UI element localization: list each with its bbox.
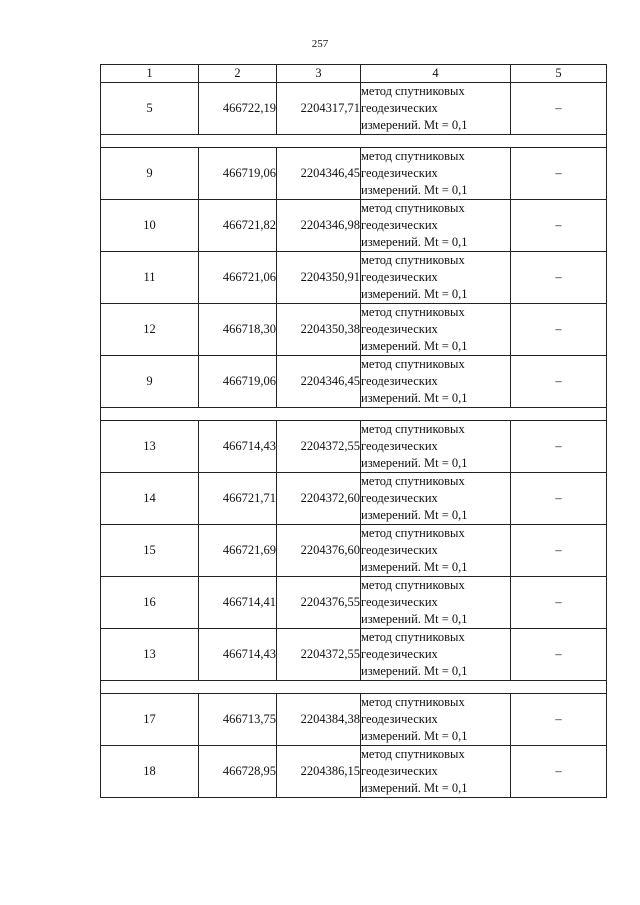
method-line: метод спутниковых	[361, 84, 465, 98]
coordinate-y-cell: 2204346,45	[277, 356, 361, 408]
table-row	[101, 252, 607, 304]
coordinate-x-cell: 466714,41	[199, 577, 277, 629]
coordinate-y-cell: 2204350,38	[277, 304, 361, 356]
method-line: метод спутниковых	[361, 747, 465, 761]
note-cell: –	[511, 200, 607, 252]
note-cell: –	[511, 473, 607, 525]
method-line: геодезических	[361, 374, 438, 388]
coordinate-x-cell: 466721,71	[199, 473, 277, 525]
method-line: метод спутниковых	[361, 305, 465, 319]
point-number-cell: 10	[101, 200, 199, 252]
coordinates-table	[100, 64, 607, 798]
table-body	[101, 83, 607, 798]
method-line: метод спутниковых	[361, 253, 465, 267]
column-header: 5	[511, 65, 607, 83]
method-cell	[361, 304, 511, 356]
point-number-cell: 17	[101, 694, 199, 746]
method-cell	[361, 421, 511, 473]
method-line: метод спутниковых	[361, 474, 465, 488]
method-cell	[361, 746, 511, 798]
point-number-cell: 14	[101, 473, 199, 525]
note-cell: –	[511, 421, 607, 473]
method-line: метод спутниковых	[361, 357, 465, 371]
coordinate-y-cell: 2204372,60	[277, 473, 361, 525]
point-number-cell: 18	[101, 746, 199, 798]
table-row	[101, 525, 607, 577]
table-row	[101, 148, 607, 200]
method-line: геодезических	[361, 543, 438, 557]
table-row	[101, 629, 607, 681]
table-row	[101, 356, 607, 408]
table-row	[101, 746, 607, 798]
method-line: метод спутниковых	[361, 422, 465, 436]
separator-cell	[101, 135, 607, 148]
method-line: геодезических	[361, 712, 438, 726]
method-line: измерений. Mt = 0,1	[361, 456, 468, 470]
note-cell: –	[511, 252, 607, 304]
coordinate-x-cell: 466714,43	[199, 629, 277, 681]
method-cell	[361, 83, 511, 135]
method-cell	[361, 148, 511, 200]
point-number-cell: 16	[101, 577, 199, 629]
column-header: 4	[361, 65, 511, 83]
coordinate-y-cell: 2204386,15	[277, 746, 361, 798]
point-number-cell: 13	[101, 629, 199, 681]
method-line: метод спутниковых	[361, 578, 465, 592]
method-cell	[361, 629, 511, 681]
method-line: измерений. Mt = 0,1	[361, 729, 468, 743]
method-cell	[361, 525, 511, 577]
method-cell	[361, 356, 511, 408]
method-line: геодезических	[361, 218, 438, 232]
note-cell: –	[511, 304, 607, 356]
note-cell: –	[511, 356, 607, 408]
method-line: измерений. Mt = 0,1	[361, 118, 468, 132]
group-separator-row	[101, 135, 607, 148]
method-line: метод спутниковых	[361, 695, 465, 709]
note-cell: –	[511, 148, 607, 200]
method-cell	[361, 200, 511, 252]
coordinate-y-cell: 2204376,60	[277, 525, 361, 577]
method-line: геодезических	[361, 270, 438, 284]
coordinate-y-cell: 2204350,91	[277, 252, 361, 304]
coordinate-x-cell: 466721,06	[199, 252, 277, 304]
method-line: геодезических	[361, 647, 438, 661]
method-line: измерений. Mt = 0,1	[361, 508, 468, 522]
column-header: 3	[277, 65, 361, 83]
coordinate-x-cell: 466718,30	[199, 304, 277, 356]
method-line: геодезических	[361, 322, 438, 336]
group-separator-row	[101, 681, 607, 694]
group-separator-row	[101, 408, 607, 421]
coordinate-y-cell: 2204346,45	[277, 148, 361, 200]
coordinate-x-cell: 466719,06	[199, 148, 277, 200]
note-cell: –	[511, 577, 607, 629]
method-line: измерений. Mt = 0,1	[361, 664, 468, 678]
table-row	[101, 694, 607, 746]
coordinate-x-cell: 466722,19	[199, 83, 277, 135]
note-cell: –	[511, 83, 607, 135]
coordinate-y-cell: 2204317,71	[277, 83, 361, 135]
column-header: 1	[101, 65, 199, 83]
method-cell	[361, 252, 511, 304]
point-number-cell: 15	[101, 525, 199, 577]
point-number-cell: 5	[101, 83, 199, 135]
point-number-cell: 11	[101, 252, 199, 304]
method-line: измерений. Mt = 0,1	[361, 235, 468, 249]
method-line: геодезических	[361, 595, 438, 609]
method-line: измерений. Mt = 0,1	[361, 287, 468, 301]
page-number: 257	[311, 38, 329, 50]
note-cell: –	[511, 746, 607, 798]
method-line: метод спутниковых	[361, 526, 465, 540]
method-cell	[361, 473, 511, 525]
point-number-cell: 9	[101, 148, 199, 200]
method-line: измерений. Mt = 0,1	[361, 781, 468, 795]
table-row	[101, 83, 607, 135]
method-line: метод спутниковых	[361, 149, 465, 163]
table-row	[101, 577, 607, 629]
table-row	[101, 473, 607, 525]
method-line: геодезических	[361, 101, 438, 115]
table-row	[101, 304, 607, 356]
coordinate-x-cell: 466719,06	[199, 356, 277, 408]
point-number-cell: 12	[101, 304, 199, 356]
table-header-row	[101, 65, 607, 83]
table-row	[101, 421, 607, 473]
coordinate-x-cell: 466721,82	[199, 200, 277, 252]
note-cell: –	[511, 525, 607, 577]
table-row	[101, 200, 607, 252]
coordinate-x-cell: 466713,75	[199, 694, 277, 746]
method-line: измерений. Mt = 0,1	[361, 339, 468, 353]
separator-cell	[101, 681, 607, 694]
coordinate-x-cell: 466728,95	[199, 746, 277, 798]
note-cell: –	[511, 629, 607, 681]
method-cell	[361, 577, 511, 629]
coordinate-y-cell: 2204372,55	[277, 629, 361, 681]
coordinate-x-cell: 466714,43	[199, 421, 277, 473]
coordinate-y-cell: 2204372,55	[277, 421, 361, 473]
coordinate-y-cell: 2204384,38	[277, 694, 361, 746]
method-line: метод спутниковых	[361, 630, 465, 644]
separator-cell	[101, 408, 607, 421]
method-line: измерений. Mt = 0,1	[361, 612, 468, 626]
method-line: геодезических	[361, 166, 438, 180]
coordinate-y-cell: 2204376,55	[277, 577, 361, 629]
coordinate-x-cell: 466721,69	[199, 525, 277, 577]
method-line: измерений. Mt = 0,1	[361, 560, 468, 574]
method-line: геодезических	[361, 439, 438, 453]
method-line: геодезических	[361, 764, 438, 778]
method-line: измерений. Mt = 0,1	[361, 391, 468, 405]
column-header: 2	[199, 65, 277, 83]
method-cell	[361, 694, 511, 746]
method-line: измерений. Mt = 0,1	[361, 183, 468, 197]
method-line: метод спутниковых	[361, 201, 465, 215]
note-cell: –	[511, 694, 607, 746]
method-line: геодезических	[361, 491, 438, 505]
point-number-cell: 13	[101, 421, 199, 473]
point-number-cell: 9	[101, 356, 199, 408]
coordinate-y-cell: 2204346,98	[277, 200, 361, 252]
